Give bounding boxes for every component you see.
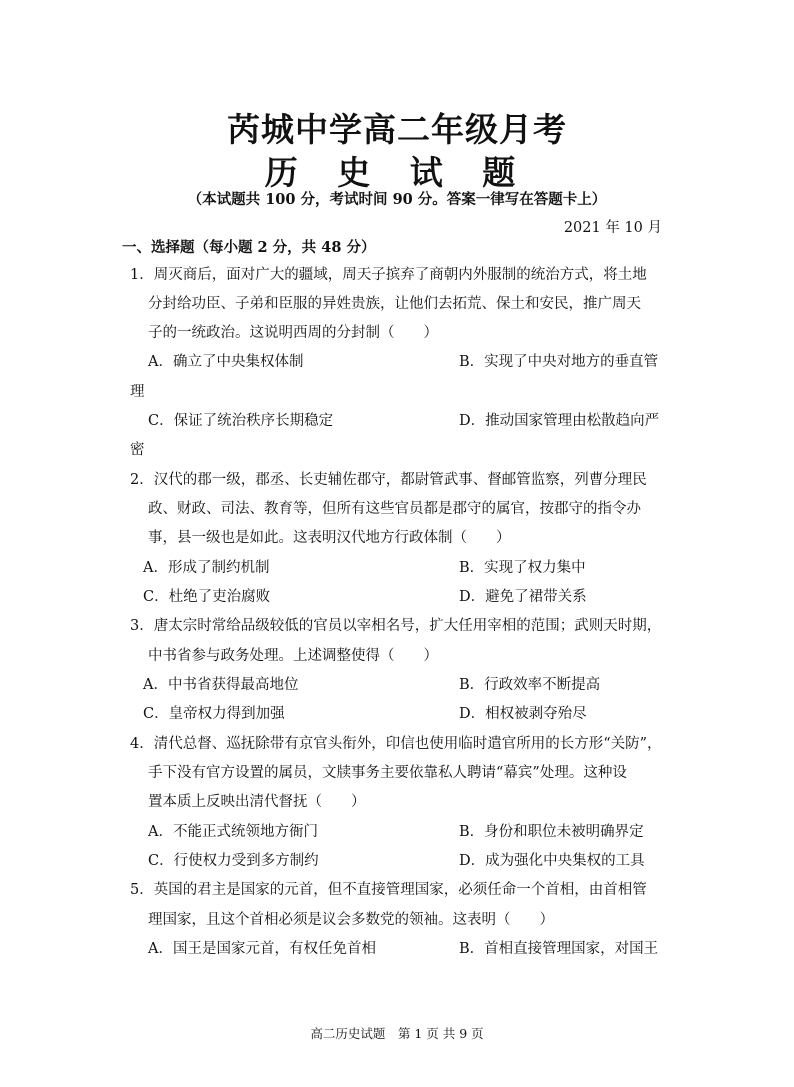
question-2-stem-line-1: 2．汉代的郡一级，郡丞、长吏辅佐郡守，都尉管武事、督邮管监察，列曹分理民 [130, 472, 647, 488]
question-1-option-d-wrap: 密 [130, 442, 145, 458]
exam-note: （本试题共 100 分，考试时间 90 分。答案一律写在答题卡上） [187, 191, 607, 208]
question-2-option-c: C．杜绝了吏治腐败 [143, 589, 271, 605]
question-2-option-a: A．形成了制约机制 [143, 560, 270, 576]
page-footer: 高二历史试题 第 1 页 共 9 页 [310, 1026, 484, 1041]
question-1-stem-line-2: 分封给功臣、子弟和臣服的异姓贵族，让他们去拓荒、保土和安民，推广周天 [148, 296, 641, 312]
section-title: 一、选择题（每小题 2 分，共 48 分） [122, 239, 376, 256]
question-3-stem-line-2: 中书省参与政务处理。上述调整使得（ ） [148, 648, 438, 664]
question-2-stem-line-3: 事，县一级也是如此。这表明汉代地方行政体制（ ） [148, 530, 511, 546]
question-5-option-a: A．国王是国家元首，有权任免首相 [148, 941, 376, 957]
question-3-option-d: D．相权被剥夺殆尽 [459, 706, 587, 722]
subject-title: 历 史 试 题 [264, 153, 530, 192]
question-2-option-b: B．实现了权力集中 [459, 560, 586, 576]
school-title: 芮城中学高二年级月考 [227, 110, 567, 149]
question-4-option-d: D．成为强化中央集权的工具 [459, 853, 645, 869]
question-3-option-c: C．皇帝权力得到加强 [143, 706, 285, 722]
question-4-option-c: C．行使权力受到多方制约 [148, 853, 319, 869]
question-5-option-b: B．首相直接管理国家，对国王 [459, 941, 659, 957]
question-3-option-b: B．行政效率不断提高 [459, 677, 601, 693]
question-1-option-b: B．实现了中央对地方的垂直管 [459, 354, 659, 370]
question-2-option-d: D．避免了裙带关系 [459, 589, 587, 605]
question-5-stem-line-1: 5．英国的君主是国家的元首，但不直接管理国家，必须任命一个首相，由首相管 [130, 882, 647, 898]
question-2-stem-line-2: 政、财政、司法、教育等，但所有这些官员都是郡守的属官，按郡守的指令办 [148, 501, 641, 517]
question-4-stem-line-3: 置本质上反映出清代督抚（ ） [148, 794, 366, 810]
question-1-stem-line-3: 子的一统政治。这说明西周的分封制（ ） [148, 325, 438, 341]
question-4-stem-line-2: 手下没有官方设置的属员，文牍事务主要依靠私人聘请“幕宾”处理。这种设 [148, 765, 627, 781]
question-1-option-a: A．确立了中央集权体制 [148, 354, 304, 370]
question-3-option-a: A．中书省获得最高地位 [143, 677, 299, 693]
question-4-option-a: A．不能正式统领地方衙门 [148, 824, 318, 840]
question-1-option-c: C．保证了统治秩序长期稳定 [148, 413, 334, 429]
question-4-option-b: B．身份和职位未被明确界定 [459, 824, 644, 840]
exam-date: 2021 年 10 月 [563, 220, 662, 236]
question-1-option-d: D．推动国家管理由松散趋向严 [459, 413, 660, 429]
question-1-stem-line-1: 1．周灭商后，面对广大的疆域，周天子摈弃了商朝内外服制的统治方式，将土地 [130, 267, 647, 283]
question-4-stem-line-1: 4．清代总督、巡抚除带有京官头衔外，印信也使用临时遣官所用的长方形“关防”， [130, 736, 662, 752]
question-3-stem-line-1: 3．唐太宗时常给品级较低的官员以宰相名号，扩大任用宰相的范围；武则天时期， [130, 618, 662, 634]
question-1-option-b-wrap: 理 [130, 384, 145, 400]
question-5-stem-line-2: 理国家，且这个首相必须是议会多数党的领袖。这表明（ ） [148, 912, 554, 928]
